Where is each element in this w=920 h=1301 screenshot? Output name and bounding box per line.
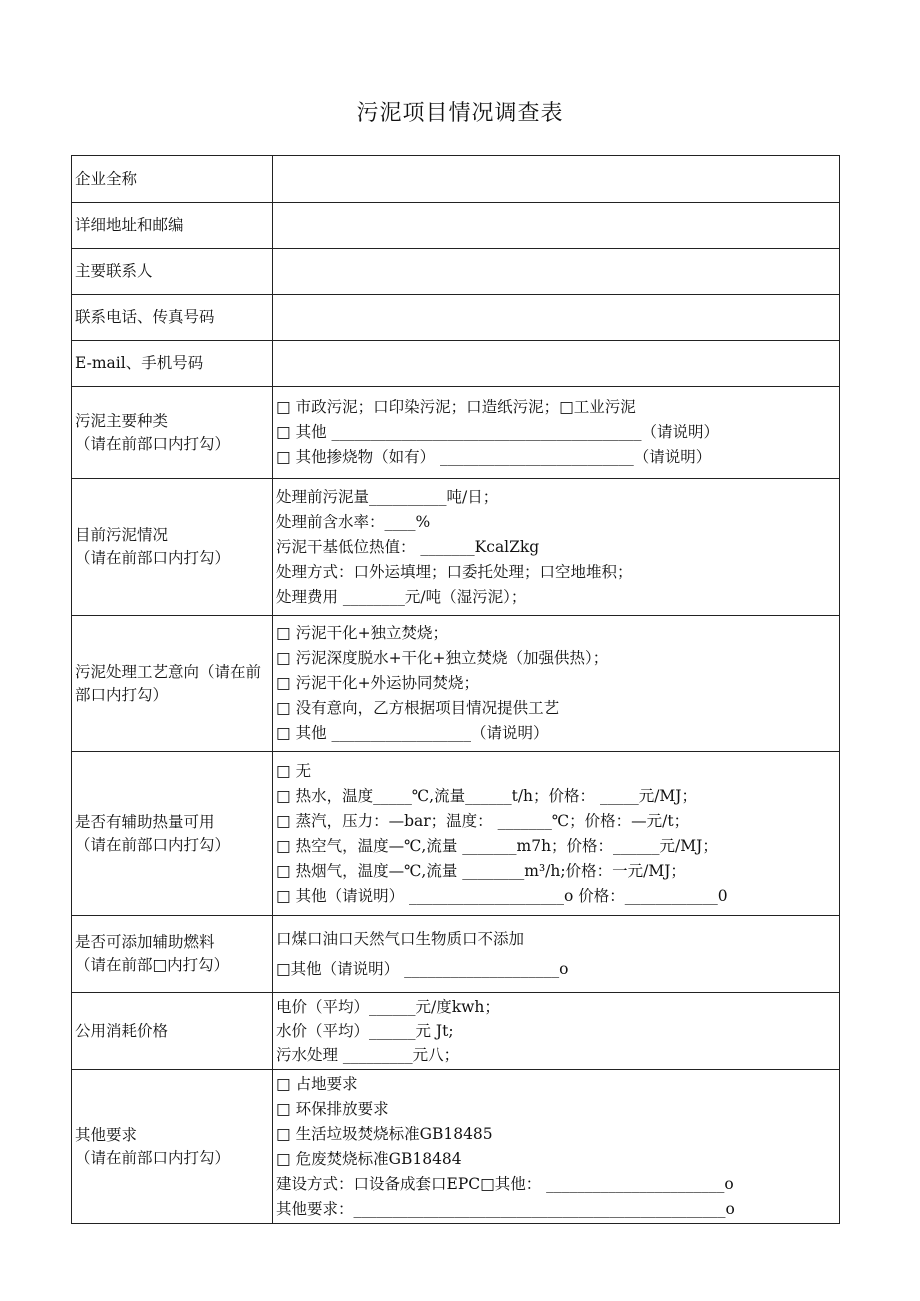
process-option[interactable]: □ 污泥干化+独立焚烧； <box>276 624 449 642</box>
sludge-type-options[interactable] <box>273 387 840 479</box>
form-line[interactable]: 处理前含水率：____% <box>276 512 431 531</box>
sludge-type-option[interactable]: □ 市政污泥；口印染污泥；口造纸污泥；□工业污泥 <box>276 398 636 416</box>
email-label: E-mail、手机号码 <box>72 341 273 387</box>
sludge-type-label: 污泥主要种类 （请在前部口内打勾） <box>72 387 273 479</box>
aux-heat-option[interactable]: □ 热空气，温度—℃,流量 _______m7h；价格：______元/MJ； <box>276 836 718 855</box>
address-label: 详细地址和邮编 <box>72 203 273 249</box>
table-row <box>72 1070 840 1224</box>
form-line[interactable]: 处理费用 ________元/吨（湿污泥）； <box>276 587 527 606</box>
aux-heat-option[interactable]: □ 无 <box>276 761 312 780</box>
aux-heat-option[interactable]: □ 热水，温度_____℃,流量______t/h；价格： _____元/MJ； <box>276 786 698 805</box>
contact-field[interactable] <box>273 249 840 295</box>
sludge-type-option[interactable]: □ 其他 ________________________________________（请说明） <box>276 423 719 441</box>
utility-price-fields[interactable] <box>273 993 840 1070</box>
other-req-option[interactable]: 其他要求：________________________________________________o <box>276 1199 735 1218</box>
other-req-option[interactable]: □ 危废焚烧标准GB18484 <box>276 1149 462 1168</box>
table-row <box>72 993 840 1070</box>
table-row <box>72 616 840 752</box>
phone-field[interactable] <box>273 295 840 341</box>
aux-fuel-option[interactable]: □其他（请说明） ____________________o <box>276 960 569 978</box>
other-req-option[interactable]: □ 环保排放要求 <box>276 1099 389 1118</box>
other-req-options[interactable] <box>273 1070 840 1224</box>
form-line[interactable]: 水价（平均）______元 Jt; <box>276 1022 454 1040</box>
aux-heat-option[interactable]: □ 热烟气，温度—℃,流量 ________m³/h;价格：一元/MJ； <box>276 861 686 880</box>
form-line[interactable]: 处理方式：口外运填埋；口委托处理；口空地堆积； <box>276 562 633 581</box>
phone-label: 联系电话、传真号码 <box>72 295 273 341</box>
address-field[interactable] <box>273 203 840 249</box>
table-row <box>72 916 840 993</box>
table-row <box>72 341 840 387</box>
process-intent-label: 污泥处理工艺意向（请在前部口内打勾） <box>72 616 273 752</box>
aux-heat-options[interactable] <box>273 752 840 916</box>
other-req-option[interactable]: □ 占地要求 <box>276 1074 358 1093</box>
process-option[interactable]: □ 其他 __________________（请说明） <box>276 724 549 742</box>
process-option[interactable]: □ 污泥干化+外运协同焚烧； <box>276 674 480 692</box>
form-line[interactable]: 污泥干基低位热值： _______KcalZkg <box>276 537 540 556</box>
utility-price-label: 公用消耗价格 <box>72 993 273 1070</box>
process-option[interactable]: □ 污泥深度脱水+干化+独立焚烧（加强供热）； <box>276 649 609 667</box>
table-row <box>72 203 840 249</box>
table-row <box>72 479 840 616</box>
table-row <box>72 249 840 295</box>
table-row <box>72 295 840 341</box>
email-field[interactable] <box>273 341 840 387</box>
process-option[interactable]: □ 没有意向，乙方根据项目情况提供工艺 <box>276 699 560 717</box>
company-field[interactable] <box>273 156 840 203</box>
page-title: 污泥项目情况调查表 <box>356 101 564 126</box>
aux-heat-label: 是否有辅助热量可用 （请在前部口内打勾） <box>72 752 273 916</box>
process-intent-options[interactable] <box>273 616 840 752</box>
sludge-type-option[interactable]: □ 其他掺烧物（如有） _________________________（请说明） <box>276 448 712 466</box>
survey-table <box>71 155 840 1224</box>
table-row <box>72 156 840 203</box>
form-line[interactable]: 处理前污泥量__________吨/日； <box>276 487 499 506</box>
other-req-option[interactable]: □ 生活垃圾焚烧标准GB18485 <box>276 1124 493 1143</box>
aux-heat-option[interactable]: □ 蒸汽，压力：—bar；温度： _______℃；价格：—元/t； <box>276 811 690 830</box>
aux-heat-option[interactable]: □ 其他（请说明） ____________________o 价格：____________0 <box>276 886 728 905</box>
other-req-option[interactable]: 建设方式：口设备成套口EPC□其他： _______________________o <box>276 1174 734 1193</box>
table-row <box>72 387 840 479</box>
form-line[interactable]: 污水处理 _________元八； <box>276 1046 460 1064</box>
company-label: 企业全称 <box>72 156 273 203</box>
current-status-fields[interactable] <box>273 479 840 616</box>
form-line[interactable]: 电价（平均）______元/度kwh； <box>276 998 500 1016</box>
aux-fuel-label: 是否可添加辅助燃料 （请在前部□内打勾） <box>72 916 273 993</box>
other-req-label: 其他要求 （请在前部口内打勾） <box>72 1070 273 1224</box>
aux-fuel-options[interactable] <box>273 916 840 993</box>
contact-label: 主要联系人 <box>72 249 273 295</box>
table-row <box>72 752 840 916</box>
aux-fuel-option[interactable]: 口煤口油口天然气口生物质口不添加 <box>276 930 525 948</box>
current-status-label: 目前污泥情况 （请在前部口内打勾） <box>72 479 273 616</box>
